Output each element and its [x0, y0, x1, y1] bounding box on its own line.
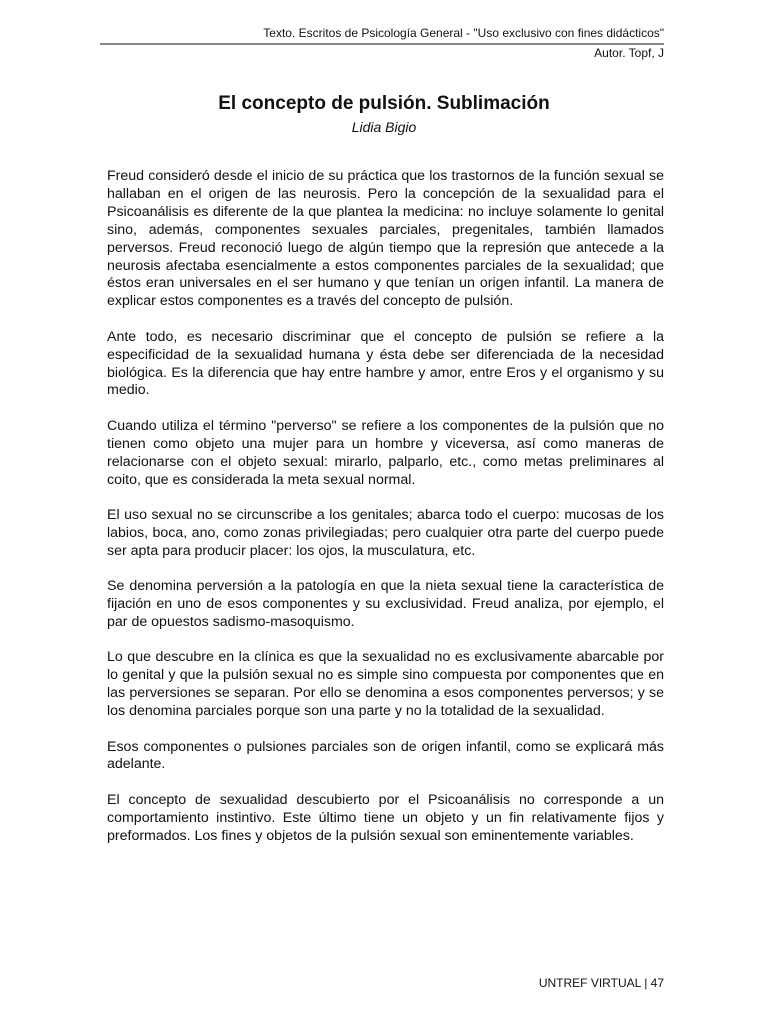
header-divider: [100, 43, 664, 45]
paragraph-3: Cuando utiliza el término "perverso" se refiere a los componentes de la pulsión que no tienen como objeto una mujer para un hombre y viceversa, así como maneras de relacionarse con el objeto sexual: mirarlo, palparlo, etc., como metas preliminares al coito, que es considerada la meta sexual normal.: [107, 417, 664, 488]
document-author: Lidia Bigio: [351, 119, 417, 135]
paragraph-7: Esos componentes o pulsiones parciales son de origen infantil, como se explicará más adelante.: [107, 738, 664, 773]
page-header: [100, 26, 664, 60]
paragraph-1: Freud consideró desde el inicio de su práctica que los trastornos de la función sexual se hallaban en el origen de las neurosis. Pero la concepción de la sexualidad para el Psicoanálisis es diferente de la que plantea la medicina: no incluye solamente lo genital sino, además, componentes sexuales parciales, pregenitales, también llamados perversos. Freud reconoció luego de algún tiempo que la represión que antecede a la neurosis afectaba esencialmente a estos componentes parciales de la sexualidad; que éstos eran universales en el ser humano y que tenían un origen infantil. La manera de explicar estos componentes es a través del concepto de pulsión.: [107, 168, 664, 310]
page-footer: UNTREF VIRTUAL | 47: [538, 976, 664, 990]
paragraph-2: Ante todo, es necesario discriminar que el concepto de pulsión se refiere a la especificidad de la sexualidad humana y ésta debe ser diferenciada de la necesidad biológica. Es la diferencia que hay entre hambre y amor, entre Eros y el organismo y su medio.: [107, 328, 664, 399]
document-title: El concepto de pulsión. Sublimación: [218, 93, 550, 114]
document-body: [107, 168, 664, 863]
paragraph-6: Lo que descubre en la clínica es que la sexualidad no es exclusivamente abarcable por lo genital y que la pulsión sexual no es simple sino compuesta por componentes que en las perversiones se separan. Por ello se denomina a esos componentes perversos; y se los denomina parciales porque son una parte y no la totalidad de la sexualidad.: [107, 649, 664, 720]
paragraph-5: Se denomina perversión a la patología en que la nieta sexual tiene la característica de fijación en uno de esos componentes y su exclusividad. Freud analiza, por ejemplo, el par de opuestos sadismo-masoquismo.: [107, 578, 664, 631]
paragraph-4: El uso sexual no se circunscribe a los genitales; abarca todo el cuerpo: mucosas de los labios, boca, ano, como zonas privilegiadas; pero cualquier otra parte del cuerpo puede ser apta para producir placer: los ojos, la musculatura, etc.: [107, 507, 664, 559]
paragraph-8: El concepto de sexualidad descubierto por el Psicoanálisis no corresponde a un comportamiento instintivo. Este último tiene un objeto y un fin relativamente fijos y preformados. Los fines y objetos de la pulsión sexual son eminentemente variables.: [107, 791, 664, 844]
header-source: Texto. Escritos de Psicología General - "Uso exclusivo con fines didácticos": [263, 26, 664, 40]
header-author: Autor. Topf, J: [594, 46, 664, 60]
